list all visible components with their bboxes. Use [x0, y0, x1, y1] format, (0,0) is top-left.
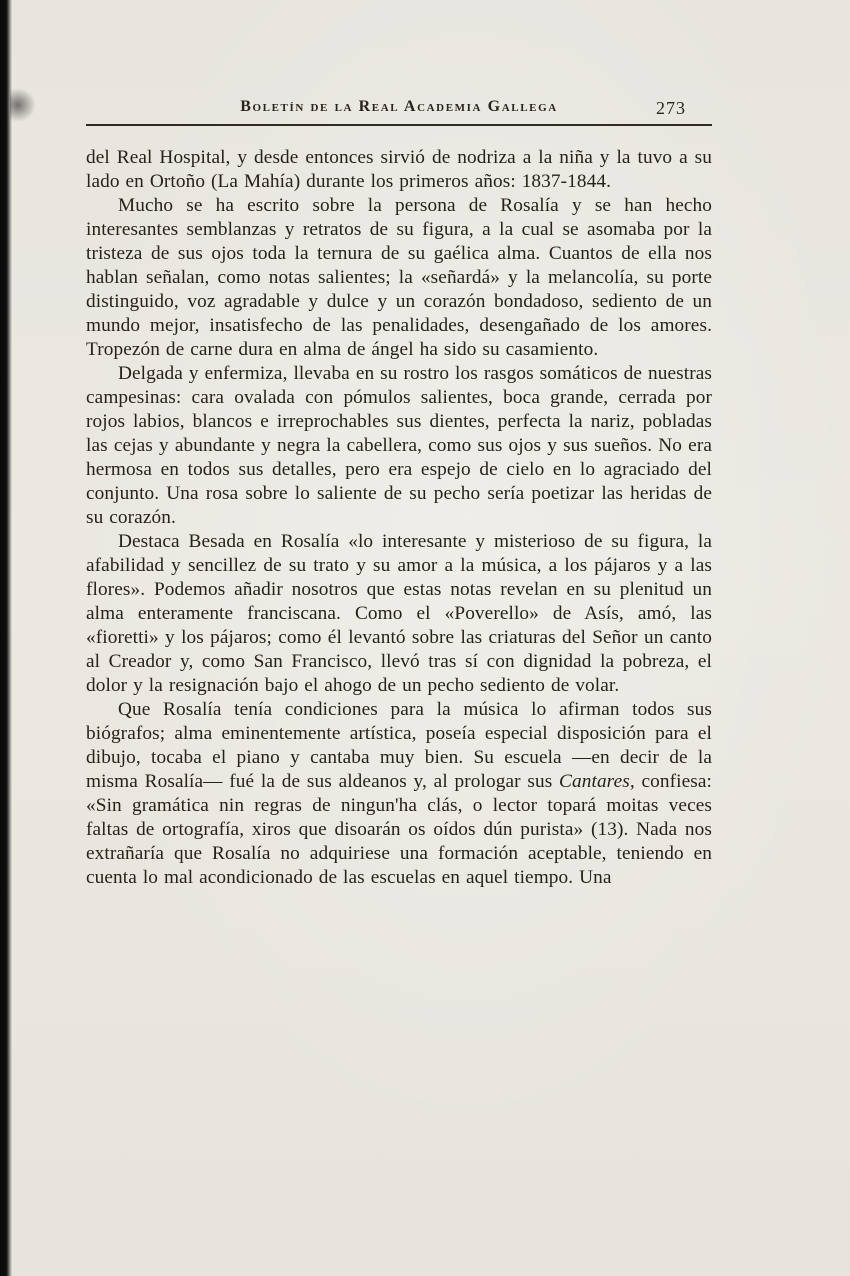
book-title-cantares: Cantares,	[559, 771, 635, 792]
paragraph-1: del Real Hospital, y desde entonces sirvió de nodriza a la niña y la tuvo a su lado en Ortoño (La Mahía) durante los primeros años: 1837-1844.	[86, 147, 712, 192]
paragraph-5-text-after: confiesa: «Sin gramática nin regras de ningun'ha clás, o lector topará moitas veces faltas de ortografía, xiros que disoarán os oídos dún purista» (13). Nada nos extrañaría que Rosalía no adquiriese una formación aceptable, teniendo en cuenta lo mal acondicionado de las escuelas en aquel tiempo. Una	[86, 771, 712, 888]
paragraph-5	[86, 698, 712, 890]
scan-smudge-artifact	[10, 88, 36, 122]
paragraph-5-text-before: Que Rosalía tenía condiciones para la música lo afirman todos sus biógrafos; alma eminentemente artística, poseía especial disposición para el dibujo, tocaba el piano y cantaba muy bien. Su escuela —en decir de la misma Rosalía— fué la de sus aldeanos y, al prologar sus	[86, 699, 712, 792]
page-content	[86, 98, 712, 890]
page-body	[86, 146, 712, 890]
paragraph-4: Destaca Besada en Rosalía «lo interesante y misterioso de su figura, la afabilidad y sencillez de su trato y su amor a la música, a los pájaros y a las flores». Podemos añadir nosotros que estas notas revelan en su plenitud un alma enteramente franciscana. Como el «Poverello» de Asís, amó, las «fioretti» y los pájaros; como él levantó sobre las criaturas del Señor un canto al Creador y, como San Francisco, llevó tras sí con dignidad la pobreza, el dolor y la resignación bajo el ahogo de un pecho sediento de volar.	[86, 531, 712, 696]
page-number: 273	[656, 98, 686, 118]
header-rule	[86, 124, 712, 126]
paragraph-2: Mucho se ha escrito sobre la persona de Rosalía y se han hecho interesantes semblanzas y retratos de su figura, a la cual se asomaba por la tristeza de sus ojos toda la ternura de su gaélica alma. Cuantos de ella nos hablan señalan, como notas salientes; la «señardá» y la melancolía, su porte distinguido, voz agradable y dulce y un corazón bondadoso, sediento de un mundo mejor, insatisfecho de las penalidades, desengañado de los amores. Tropezón de carne dura en alma de ángel ha sido su casamiento.	[86, 195, 712, 360]
scan-edge-artifact	[0, 0, 12, 1276]
page-header	[86, 98, 712, 120]
journal-title: Boletín de la Real Academia Gallega	[240, 98, 558, 115]
paragraph-3: Delgada y enfermiza, llevaba en su rostro los rasgos somáticos de nuestras campesinas: cara ovalada con pómulos salientes, boca grande, cerrada por rojos labios, blancos e irreprochables sus dientes, perfecta la nariz, pobladas las cejas y abundante y negra la cabellera, como sus ojos y sus sueños. No era hermosa en todos sus detalles, pero era espejo de cielo en lo agraciado del conjunto. Una rosa sobre lo saliente de su pecho sería poetizar las heridas de su corazón.	[86, 363, 712, 528]
